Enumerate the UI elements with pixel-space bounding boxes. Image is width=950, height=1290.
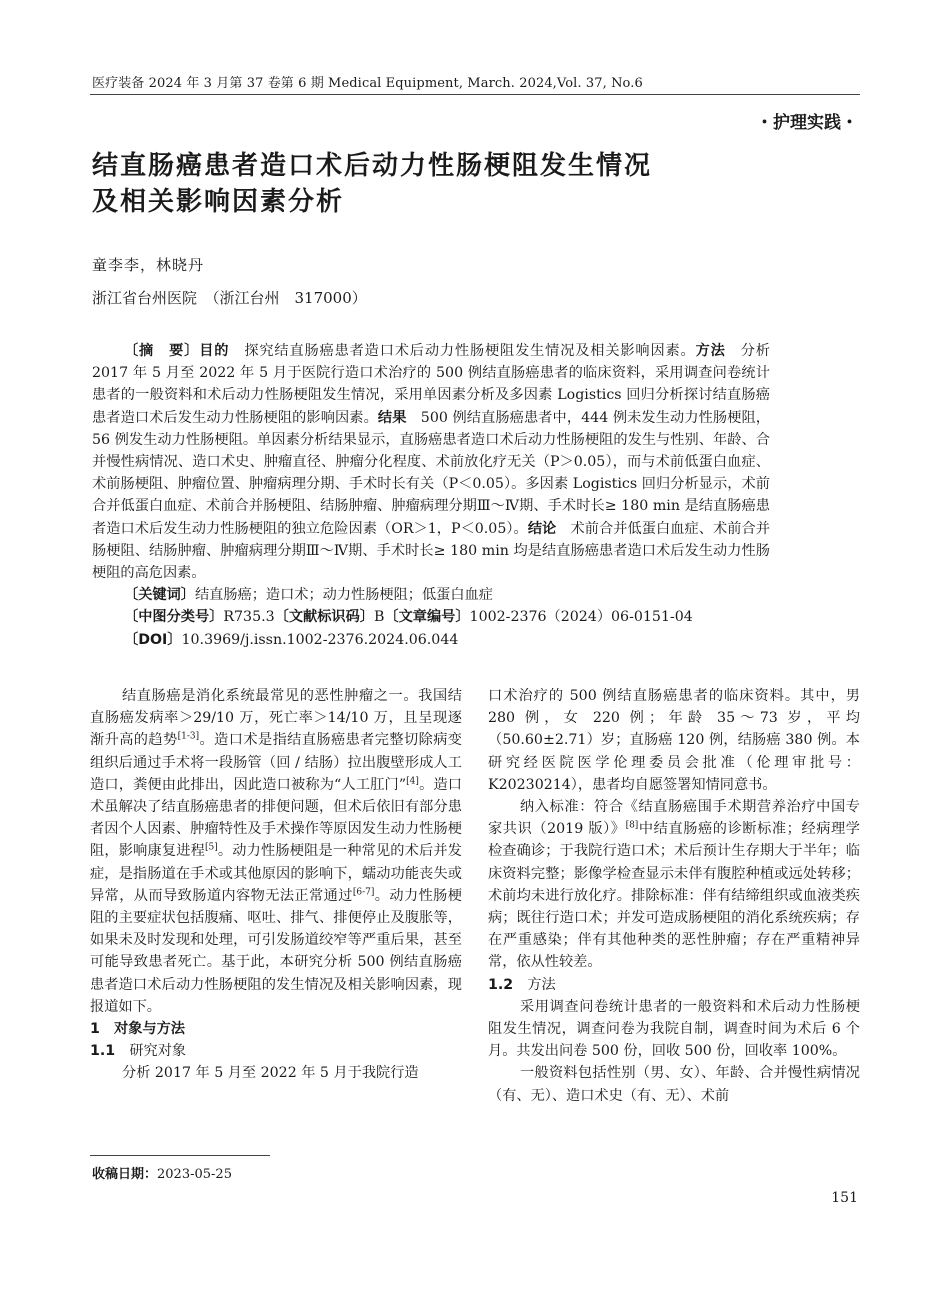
clc-label: 〔中图分类号〕 bbox=[124, 609, 224, 626]
conclusion-label: 结论 bbox=[527, 520, 557, 537]
received-value: 2023-05-25 bbox=[157, 1167, 232, 1182]
methods-label: 方法 bbox=[695, 343, 726, 359]
citation-6-7: [6-7] bbox=[352, 887, 375, 898]
journal-header: 医疗装备 2024 年 3 月第 37 卷第 6 期 Medical Equipment, March. 2024,Vol. 37, No.6 bbox=[92, 76, 643, 91]
abstract-conclusion: 术前合并低蛋白血症、术前合并肠梗阻、结肠肿瘤、肿瘤病理分期Ⅲ～Ⅳ期、手术时长≥ 180 min 均是结直肠癌患者造口术后发生动力性肠梗阻的高危因素。 bbox=[92, 520, 770, 582]
intro-text-e: 。动力性肠梗阻的主要症状包括腹痛、呕吐、排气、排便停止及腹胀等，如果未及时发现和处理，可引发肠道绞窄等严重后果，甚至可能导致患者死亡。基于此，本研究分析 500 例结直肠癌患者造口术后动力性肠梗阻的发生情况及相关影响因素，现报道如下。 bbox=[90, 887, 462, 1015]
received-date bbox=[92, 1163, 232, 1182]
doi-value: 10.3969/j.issn.1002-2376.2024.06.044 bbox=[181, 631, 459, 648]
right-column bbox=[488, 685, 860, 1107]
heading-1-2-text: 方法 bbox=[513, 976, 556, 993]
doi-line bbox=[92, 629, 770, 651]
heading-1-1-number: 1.1 bbox=[90, 1043, 116, 1060]
keywords-label: 〔关键词〕 bbox=[124, 587, 195, 604]
doi-label: 〔DOI〕 bbox=[124, 631, 182, 648]
article-title bbox=[92, 148, 652, 220]
doc-code-value: B bbox=[373, 609, 385, 626]
intro-text-d: 。动力性肠梗阻是一种常见的术后并发症，是指肠道在手术或其他原因的影响下，蠕动功能丧失或异常，从而导致肠道内容物无法正常通过 bbox=[90, 843, 462, 904]
inclusion-text-b: 中结直肠癌的诊断标准；经病理学检查确诊；于我院行造口术；术后预计生存期大于半年；临床资料完整；影像学检查显示未伴有腹腔种植或远处转移；术前均未进行放化疗。排除标准：伴有结缔组织或血液类疾病；既往行造口术；并发可造成肠梗阻的消化系统疾病；存在严重感染；伴有其他种类的恶性肿瘤；存在严重精神异常，依从性较差。 bbox=[488, 821, 860, 971]
intro-text-b: 。造口术是指结直肠癌患者完整切除病变组织后通过手术将一段肠管（回 / 结肠）拉出腹壁形成人工造口，粪便由此排出，因此造口被称为“人工肛门” bbox=[90, 732, 462, 793]
keywords-text: 结直肠癌；造口术；动力性肠梗阻；低蛋白血症 bbox=[194, 587, 493, 604]
header-divider bbox=[90, 94, 860, 95]
title-line-2: 及相关影响因素分析 bbox=[92, 187, 345, 217]
citation-8: [8] bbox=[625, 820, 639, 831]
heading-1-2-number: 1.2 bbox=[488, 976, 514, 993]
subjects-paragraph-cont: 口术治疗的 500 例结直肠癌患者的临床资料。其中，男 280 例，女 220 例；年龄 35～73 岁，平均（50.60±2.71）岁；直肠癌 120 例，结肠癌 380 例。本研究经医院医学伦理委员会批准（伦理审批号：K20230214），患者均自愿签署知情同意书。 bbox=[488, 688, 860, 793]
affiliation: 浙江省台州医院 （浙江台州 317000） bbox=[92, 289, 367, 307]
left-column bbox=[90, 685, 462, 1085]
inclusion-text-a: 纳入标准：符合《结直肠癌围手术期营养治疗中国专家共识（2019 版）》 bbox=[488, 799, 860, 838]
intro-text-c: 。造口术虽解决了结直肠癌患者的排便问题，但术后依旧有部分患者因个人因素、肿瘤特性及手术操作等原因发生动力性肠梗阻，影响康复进程 bbox=[90, 776, 462, 860]
title-line-1: 结直肠癌患者造口术后动力性肠梗阻发生情况 bbox=[92, 151, 653, 181]
abstract-results: 500 例结直肠癌患者中，444 例未发生动力性肠梗阻，56 例发生动力性肠梗阻。单因素分析结果显示，直肠癌患者造口术后动力性肠梗阻的发生与性别、年龄、合并慢性病情况、造口术史、肿瘤直径、肿瘤分化程度、术前放化疗无关（P＞0.05），而与术前低蛋白血症、术前肠梗阻、肿瘤位置、肿瘤病理分期、手术时长有关（P＜0.05）。多因素 Logistics 回归分析显示，术前合并低蛋白血症、术前合并肠梗阻、结肠肿瘤、肿瘤病理分期Ⅲ～Ⅳ期、手术时长≥ 180 min 是结直肠癌患者造口术后发生动力性肠梗阻的独立危险因素（OR＞1，P＜0.05）。 bbox=[92, 409, 770, 537]
clc-value: R735.3 bbox=[223, 609, 275, 626]
results-label: 结果 bbox=[377, 409, 407, 426]
citation-5: [5] bbox=[204, 842, 218, 853]
heading-1-1 bbox=[90, 1040, 462, 1062]
intro-text-a: 结直肠癌是消化系统最常见的恶性肿瘤之一。我国结直肠癌发病率＞29/10 万，死亡率＞14/10 万，且呈现逐渐升高的趋势 bbox=[90, 688, 462, 749]
abstract-label: 〔摘 要〕目的 bbox=[124, 343, 230, 359]
subjects-paragraph-start: 分析 2017 年 5 月至 2022 年 5 月于我院行造 bbox=[122, 1065, 419, 1082]
abstract-paragraph bbox=[92, 340, 770, 584]
authors: 童李李，林晓丹 bbox=[92, 256, 205, 274]
criteria-paragraph bbox=[488, 796, 860, 974]
received-label: 收稿日期： bbox=[92, 1167, 158, 1182]
general-data-paragraph: 一般资料包括性别（男、女）、年龄、合并慢性病情况（有、无）、造口术史（有、无）、术前 bbox=[488, 1065, 860, 1104]
methods-paragraph: 采用调查问卷统计患者的一般资料和术后动力性肠梗阻发生情况，调查问卷为我院自制，调查时间为术后 6 个月。共发出问卷 500 份，回收 500 份，回收率 100%。 bbox=[488, 998, 860, 1060]
page-number: 151 bbox=[831, 1190, 858, 1206]
heading-1-2 bbox=[488, 974, 860, 996]
citation-1-3: [1-3] bbox=[177, 731, 200, 742]
citation-4: [4] bbox=[406, 776, 419, 787]
section-tag: ・护理实践・ bbox=[756, 113, 858, 133]
article-no-value: 1002-2376（2024）06-0151-04 bbox=[469, 609, 693, 626]
abstract-block bbox=[92, 340, 770, 651]
doc-code-label: 〔文献标识码〕 bbox=[274, 609, 374, 626]
classification-line bbox=[92, 606, 770, 628]
article-no-label: 〔文章编号〕 bbox=[384, 609, 470, 626]
heading-1: 1 对象与方法 bbox=[90, 1021, 185, 1038]
heading-1-1-text: 研究对象 bbox=[115, 1043, 187, 1060]
keywords-line bbox=[92, 584, 770, 606]
abstract-methods: 分析 2017 年 5 月至 2022 年 5 月于医院行造口术治疗的 500 例结直肠癌患者的临床资料，采用调查问卷统计患者的一般资料和术后动力性肠梗阻发生情况，采用单因素分析及多因素 Logistics 回归分析探讨结直肠癌患者造口术后发生动力性肠梗阻的影响因素。 bbox=[92, 343, 770, 426]
intro-paragraph bbox=[90, 685, 462, 1018]
footnote-divider bbox=[90, 1155, 270, 1156]
abstract-objective: 探究结直肠癌患者造口术后动力性肠梗阻发生情况及相关影响因素。 bbox=[229, 343, 696, 359]
